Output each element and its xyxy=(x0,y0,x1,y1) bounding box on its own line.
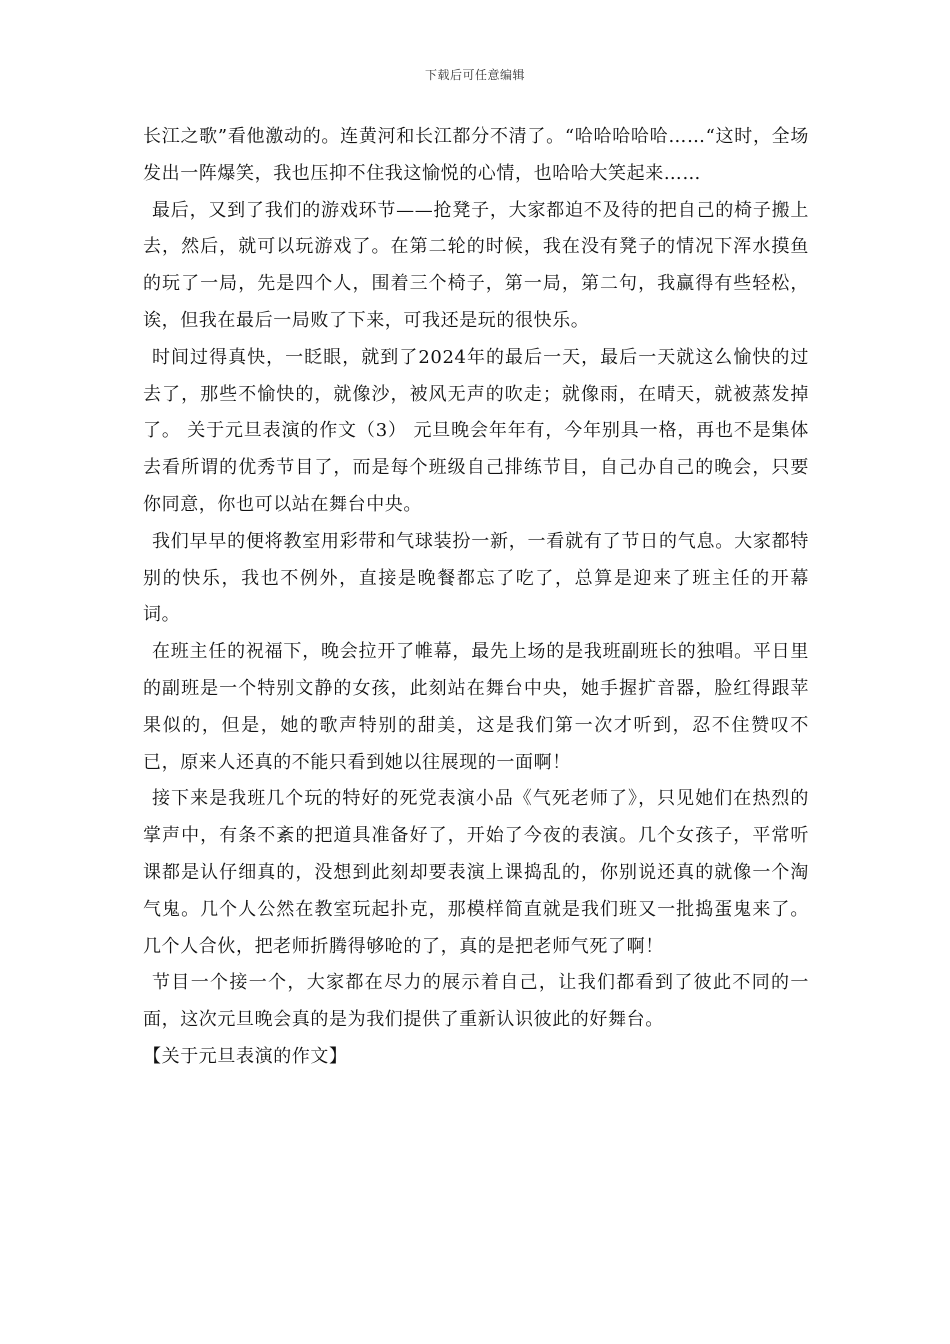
paragraph-3: 时间过得真快，一眨眼，就到了2024年的最后一天，最后一天就这么愉快的过去了，那些不愉快的，就像沙，被风无声的吹走；就像雨，在晴天，就被蒸发掉了。 关于元旦表演的作文（3） 元旦晚会年年有，今年别具一格，再也不是集体去看所谓的优秀节目了，而是每个班级自己排练节目，自己办自己的晚会，只要你同意，你也可以站在舞台中央。 xyxy=(143,346,809,515)
page-header: 下载后可任意编辑 xyxy=(424,68,525,82)
paragraph-1: 长江之歌”看他激动的。连黄河和长江都分不清了。“哈哈哈哈哈……“这时，全场发出一阵爆笑，我也压抑不住我这愉悦的心情，也哈哈大笑起来…… xyxy=(143,126,809,184)
article-title-footer: 【关于元旦表演的作文】 xyxy=(143,1045,348,1067)
paragraph-2: 最后，又到了我们的游戏环节——抢凳子，大家都迫不及待的把自己的椅子搬上去，然后，就可以玩游戏了。在第二轮的时候，我在没有凳子的情况下浑水摸鱼的玩了一局，先是四个人，围着三个椅子，第一局，第二句，我赢得有些轻松，诶，但我在最后一局败了下来，可我还是玩的很快乐。 xyxy=(143,199,809,331)
document-body xyxy=(143,119,809,1076)
paragraph-6: 接下来是我班几个玩的特好的死党表演小品《气死老师了》，只见她们在热烈的掌声中，有条不紊的把道具准备好了，开始了今夜的表演。几个女孩子，平常听课都是认仔细真的，没想到此刻却要表演上课捣乱的，你别说还真的就像一个淘气鬼。几个人公然在教室玩起扑克，那模样简直就是我们班又一批捣蛋鬼来了。几个人合伙，把老师折腾得够呛的了，真的是把老师气死了啊！ xyxy=(143,788,809,957)
paragraph-4: 我们早早的便将教室用彩带和气球装扮一新，一看就有了节日的气息。大家都特别的快乐，我也不例外，直接是晚餐都忘了吃了，总算是迎来了班主任的开幕词。 xyxy=(143,530,809,626)
paragraph-5: 在班主任的祝福下，晚会拉开了帷幕，最先上场的是我班副班长的独唱。平日里的副班是一个特别文静的女孩，此刻站在舞台中央，她手握扩音器，脸红得跟苹果似的，但是，她的歌声特别的甜美，这是我们第一次才听到，忍不住赞叹不已，原来人还真的不能只看到她以往展现的一面啊！ xyxy=(143,641,809,773)
paragraph-7: 节目一个接一个，大家都在尽力的展示着自己，让我们都看到了彼此不同的一面，这次元旦晚会真的是为我们提供了重新认识彼此的好舞台。 xyxy=(143,972,809,1031)
